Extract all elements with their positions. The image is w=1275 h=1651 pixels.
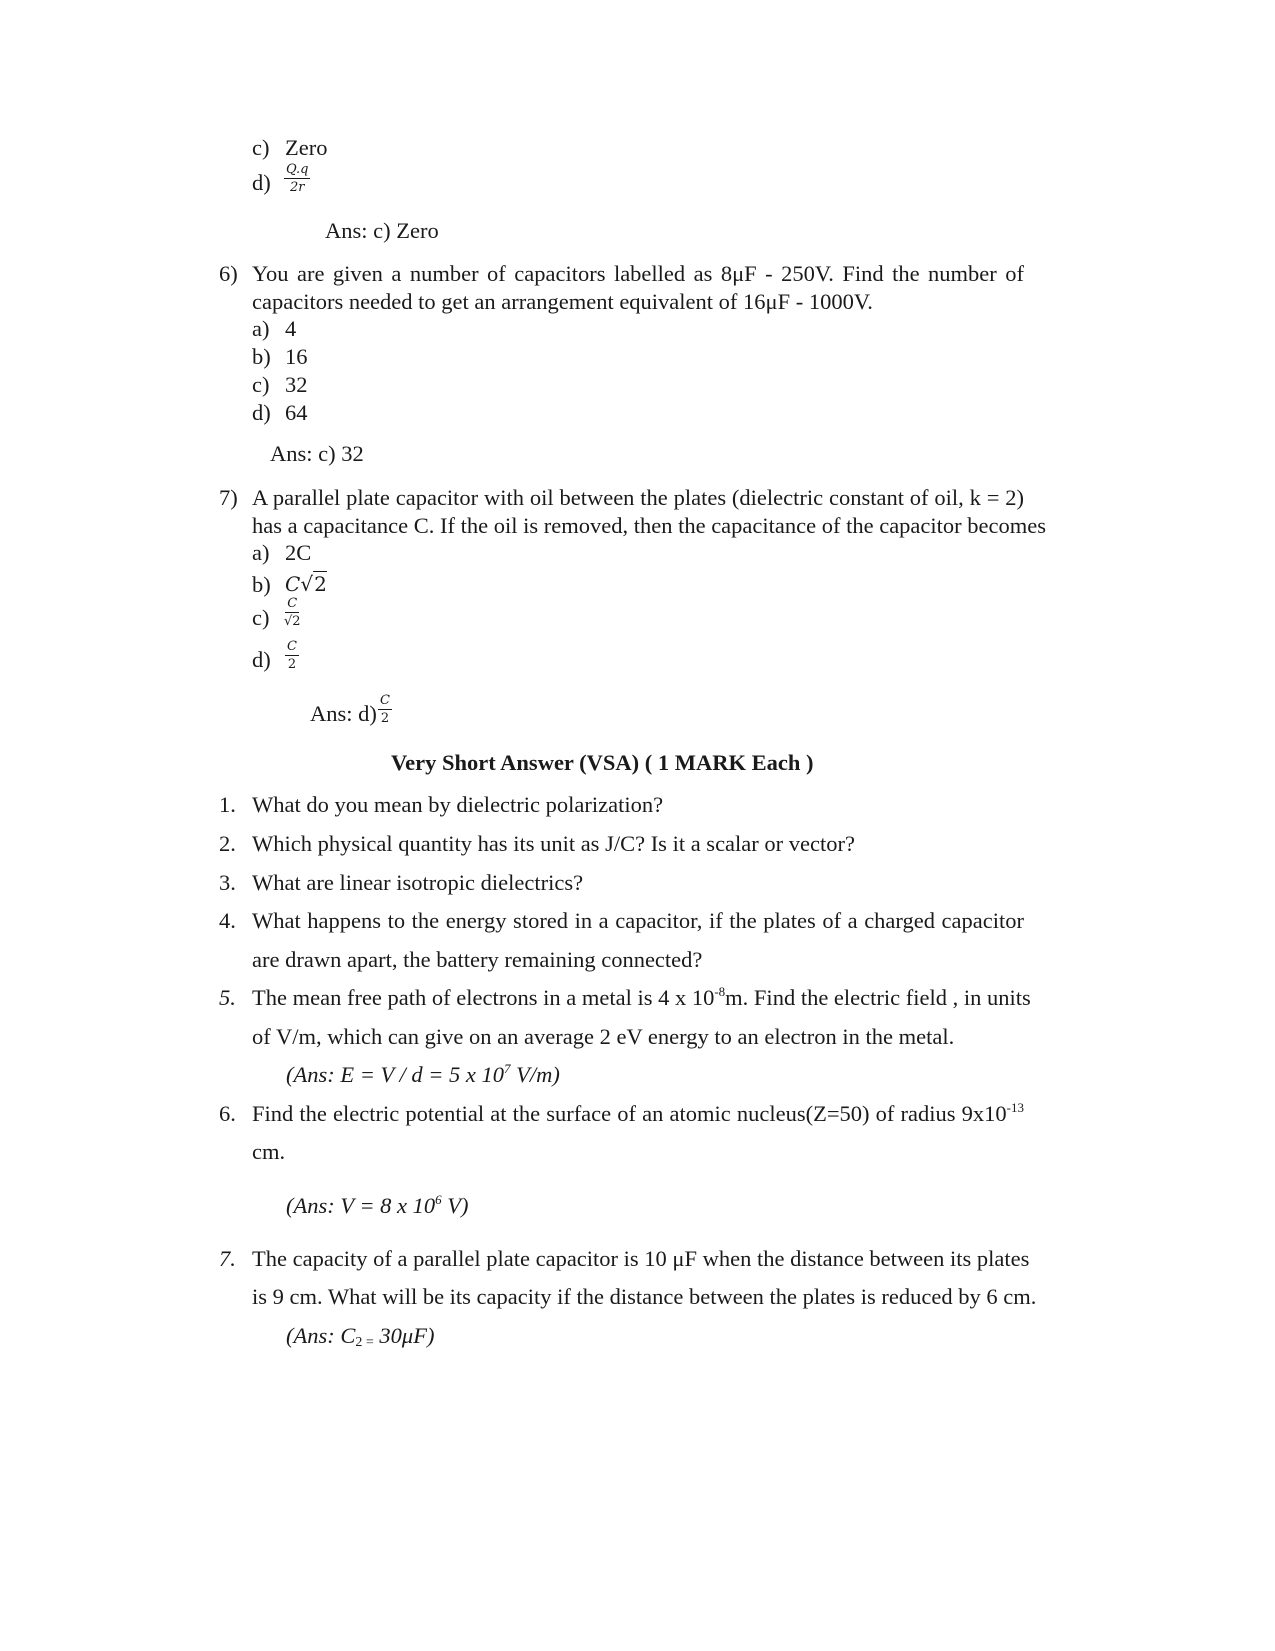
q5-option-c-text: Zero bbox=[285, 135, 328, 160]
q5-option-d-label: d) bbox=[252, 170, 271, 195]
q6-option-c-label: c) bbox=[252, 372, 270, 397]
fraction-numerator: C bbox=[287, 639, 297, 654]
vsa-item-6-line2: cm. bbox=[252, 1139, 286, 1164]
fraction-denominator: 2 bbox=[380, 711, 390, 726]
q6-option-b-label: b) bbox=[252, 344, 271, 369]
q7-option-a-label: a) bbox=[252, 540, 270, 565]
vsa-item-5-line1-post: m. Find the electric field , in units bbox=[725, 985, 1031, 1010]
fraction-numerator: C bbox=[287, 596, 298, 611]
vsa-item-7-answer-pre: (Ans: C bbox=[286, 1323, 356, 1348]
q6-option-a-label: a) bbox=[252, 316, 270, 341]
vsa-item-6-answer bbox=[286, 1193, 469, 1219]
vsa-item-6-line1-pre: Find the electric potential at the surface of an atomic nucleus(Z=50) of radius 9x10 bbox=[252, 1101, 1007, 1126]
fraction-numerator: C bbox=[380, 693, 390, 708]
vsa-item-5-answer bbox=[286, 1062, 560, 1088]
q6-text-line2: capacitors needed to get an arrangement equivalent of 16μF - 1000V. bbox=[252, 289, 873, 314]
q7-number: 7) bbox=[219, 485, 238, 510]
q7-option-b-label: b) bbox=[252, 572, 271, 597]
vsa-item-6-number: 6. bbox=[219, 1101, 236, 1126]
q7-option-d-fraction bbox=[285, 640, 299, 671]
fraction-denominator: 2 bbox=[287, 657, 297, 672]
vsa-item-7-answer bbox=[286, 1323, 434, 1349]
q7-text-line1: A parallel plate capacitor with oil between the plates (dielectric constant of oil, k = 2) bbox=[252, 485, 1024, 510]
vsa-item-7-number: 7. bbox=[219, 1246, 236, 1271]
q6-option-d-label: d) bbox=[252, 400, 271, 425]
q5-option-c-label: c) bbox=[252, 135, 270, 160]
vsa-item-5-line1-pre: The mean free path of electrons in a metal is 4 x 10 bbox=[252, 985, 715, 1010]
vsa-item-7-line2: is 9 cm. What will be its capacity if the distance between the plates is reduced by 6 cm. bbox=[252, 1284, 1037, 1309]
q7-option-a-text: 2C bbox=[285, 540, 312, 565]
vsa-item-2-text: Which physical quantity has its unit as J/C? Is it a scalar or vector? bbox=[252, 831, 855, 856]
vsa-item-4-line1: What happens to the energy stored in a capacitor, if the plates of a charged capacitor bbox=[252, 908, 1024, 933]
q5-option-d-fraction bbox=[284, 163, 310, 194]
fraction-denominator: √2 bbox=[284, 614, 301, 629]
vsa-item-5-line2: of V/m, which can give on an average 2 eV energy to an electron in the metal. bbox=[252, 1024, 955, 1049]
sqrt-argument: 2 bbox=[314, 572, 327, 596]
vsa-item-6-answer-exponent: 6 bbox=[435, 1192, 442, 1207]
vsa-item-5-answer-post: V/m) bbox=[510, 1062, 560, 1087]
vsa-item-2-number: 2. bbox=[219, 831, 236, 856]
q7-option-b-expression bbox=[285, 572, 327, 596]
vsa-item-7-answer-post: 30μF) bbox=[373, 1323, 435, 1348]
q6-option-a-text: 4 bbox=[285, 316, 297, 341]
q7-option-c-fraction bbox=[284, 597, 301, 628]
vsa-item-1-text: What do you mean by dielectric polarization? bbox=[252, 792, 664, 817]
vsa-item-7-line1: The capacity of a parallel plate capacitor is 10 μF when the distance between its plates bbox=[252, 1246, 1030, 1271]
q6-option-c-text: 32 bbox=[285, 372, 308, 397]
vsa-item-5-number: 5. bbox=[219, 985, 236, 1010]
q7-answer-fraction bbox=[378, 694, 392, 725]
fraction-denominator: 2r bbox=[289, 180, 305, 195]
vsa-item-6-line1 bbox=[252, 1101, 1024, 1127]
vsa-item-6-answer-pre: (Ans: V = 8 x 10 bbox=[286, 1193, 436, 1218]
q7-text-line2: has a capacitance C. If the oil is removed, then the capacitance of the capacitor becomes bbox=[252, 513, 1046, 538]
vsa-item-5-line1-exponent: -8 bbox=[714, 984, 726, 999]
q6-answer: Ans: c) 32 bbox=[270, 441, 364, 466]
vsa-item-1-number: 1. bbox=[219, 792, 236, 817]
vsa-item-7-answer-subscript: 2 = bbox=[355, 1335, 374, 1350]
vsa-item-5-line1 bbox=[252, 984, 1031, 1011]
q7-option-b-coefficient: C bbox=[285, 572, 301, 596]
vsa-item-3-text: What are linear isotropic dielectrics? bbox=[252, 870, 584, 895]
q7-answer-prefix: Ans: d) bbox=[310, 701, 377, 726]
vsa-item-6-answer-post: V) bbox=[441, 1193, 469, 1218]
vsa-item-4-number: 4. bbox=[219, 908, 236, 933]
vsa-item-5-answer-exponent: 7 bbox=[504, 1061, 511, 1076]
fraction-numerator: Q.q bbox=[286, 162, 309, 177]
q7-option-c-label: c) bbox=[252, 605, 270, 630]
q6-text-line1: You are given a number of capacitors labelled as 8μF - 250V. Find the number of bbox=[252, 261, 1024, 286]
q6-option-b-text: 16 bbox=[285, 344, 308, 369]
vsa-item-5-answer-pre: (Ans: E = V / d = 5 x 10 bbox=[286, 1062, 505, 1087]
vsa-item-6-line1-exponent: -13 bbox=[1006, 1100, 1024, 1115]
vsa-item-3-number: 3. bbox=[219, 870, 236, 895]
q6-option-d-text: 64 bbox=[285, 400, 308, 425]
q6-number: 6) bbox=[219, 261, 238, 286]
vsa-item-4-line2: are drawn apart, the battery remaining connected? bbox=[252, 947, 703, 972]
q5-answer: Ans: c) Zero bbox=[325, 218, 439, 243]
sqrt-symbol: √ bbox=[300, 572, 314, 596]
q7-option-d-label: d) bbox=[252, 647, 271, 672]
vsa-heading: Very Short Answer (VSA) ( 1 MARK Each ) bbox=[391, 750, 814, 775]
